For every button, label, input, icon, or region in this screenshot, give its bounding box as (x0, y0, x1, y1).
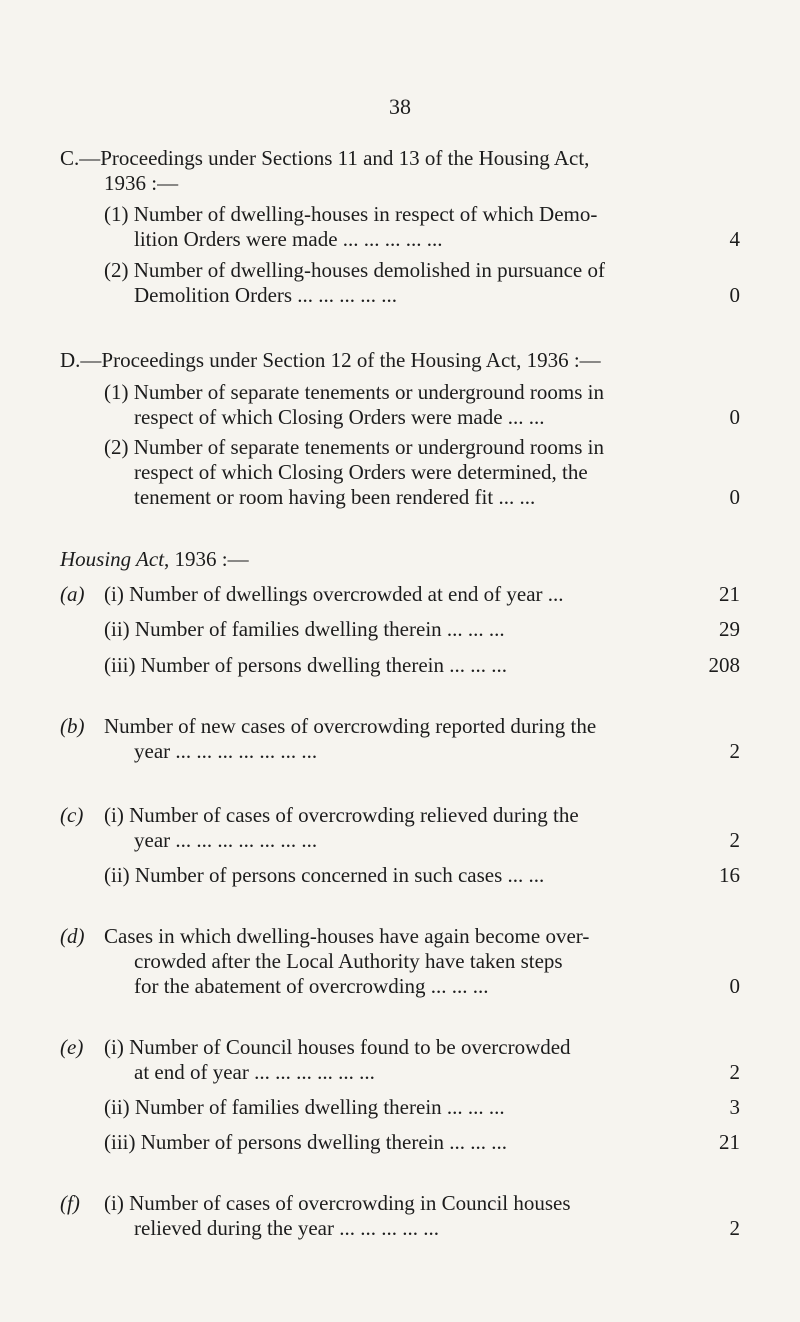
c-i-value: 2 (729, 828, 740, 852)
d-line1: Cases in which dwelling-houses have again become over- (104, 924, 590, 948)
c-item1-line2: lition Orders were made ... ... ... ... ... (134, 227, 443, 251)
c-ii-text: (ii) Number of persons concerned in such cases ... ... (104, 863, 545, 887)
a-label: (a) (60, 582, 85, 606)
section-c-heading-cont: 1936 :— (104, 171, 179, 195)
c-item2-line2: Demolition Orders ... ... ... ... ... (134, 283, 398, 307)
a-iii-value: 208 (708, 653, 740, 677)
a-ii-value: 29 (719, 617, 740, 641)
c-item1-line1: (1) Number of dwelling-houses in respect of which Demo- (104, 202, 598, 226)
d-item2-line1: (2) Number of separate tenements or underground rooms in (104, 435, 604, 459)
c-item1-value: 4 (729, 227, 740, 251)
c-ii-value: 16 (719, 863, 740, 887)
e-i-line1: (i) Number of Council houses found to be overcrowded (104, 1035, 571, 1059)
a-i-text: (i) Number of dwellings overcrowded at end of year ... (104, 582, 564, 606)
b-value: 2 (729, 739, 740, 763)
b-label: (b) (60, 714, 85, 738)
e-ii-text: (ii) Number of families dwelling therein ... ... ... (104, 1095, 505, 1119)
section-c-heading: C.—Proceedings under Sections 11 and 13 of the Housing Act, (60, 146, 590, 170)
a-iii-text: (iii) Number of persons dwelling therein ... ... ... (104, 653, 507, 677)
d-item2-line3: tenement or room having been rendered fit ... ... (134, 485, 536, 509)
e-iii-text: (iii) Number of persons dwelling therein ... ... ... (104, 1130, 507, 1154)
d-label: (d) (60, 924, 85, 948)
b-line1: Number of new cases of overcrowding reported during the (104, 714, 597, 738)
a-ii-text: (ii) Number of families dwelling therein ... ... ... (104, 617, 505, 641)
housing-act-year: , 1936 :— (164, 547, 249, 571)
d-item1-line2: respect of which Closing Orders were made ... ... (134, 405, 545, 429)
e-i-value: 2 (729, 1060, 740, 1084)
d-line3: for the abatement of overcrowding ... ... ... (134, 974, 489, 998)
b-line2: year ... ... ... ... ... ... ... (134, 739, 318, 763)
f-label: (f) (60, 1191, 80, 1215)
c-label: (c) (60, 803, 84, 827)
d-item1-line1: (1) Number of separate tenements or underground rooms in (104, 380, 604, 404)
section-d-heading: D.—Proceedings under Section 12 of the Housing Act, 1936 :— (60, 348, 601, 372)
housing-act-heading (60, 547, 249, 572)
c-i-line1: (i) Number of cases of overcrowding relieved during the (104, 803, 579, 827)
f-i-line1: (i) Number of cases of overcrowding in Council houses (104, 1191, 571, 1215)
c-item2-value: 0 (729, 283, 740, 307)
f-i-line2: relieved during the year ... ... ... ... ... (134, 1216, 439, 1240)
c-i-line2: year ... ... ... ... ... ... ... (134, 828, 318, 852)
d-line2: crowded after the Local Authority have taken steps (134, 949, 563, 973)
d-item2-value: 0 (729, 485, 740, 509)
e-ii-value: 3 (729, 1095, 740, 1119)
d-item2-line2: respect of which Closing Orders were determined, the (134, 460, 588, 484)
d-value: 0 (729, 974, 740, 998)
c-item2-line1: (2) Number of dwelling-houses demolished in pursuance of (104, 258, 605, 282)
housing-act-title: Housing Act (60, 547, 165, 571)
f-i-value: 2 (729, 1216, 740, 1240)
d-item1-value: 0 (729, 405, 740, 429)
a-i-value: 21 (719, 582, 740, 606)
page-number: 38 (389, 94, 411, 119)
e-i-line2: at end of year ... ... ... ... ... ... (134, 1060, 375, 1084)
e-label: (e) (60, 1035, 84, 1059)
e-iii-value: 21 (719, 1130, 740, 1154)
